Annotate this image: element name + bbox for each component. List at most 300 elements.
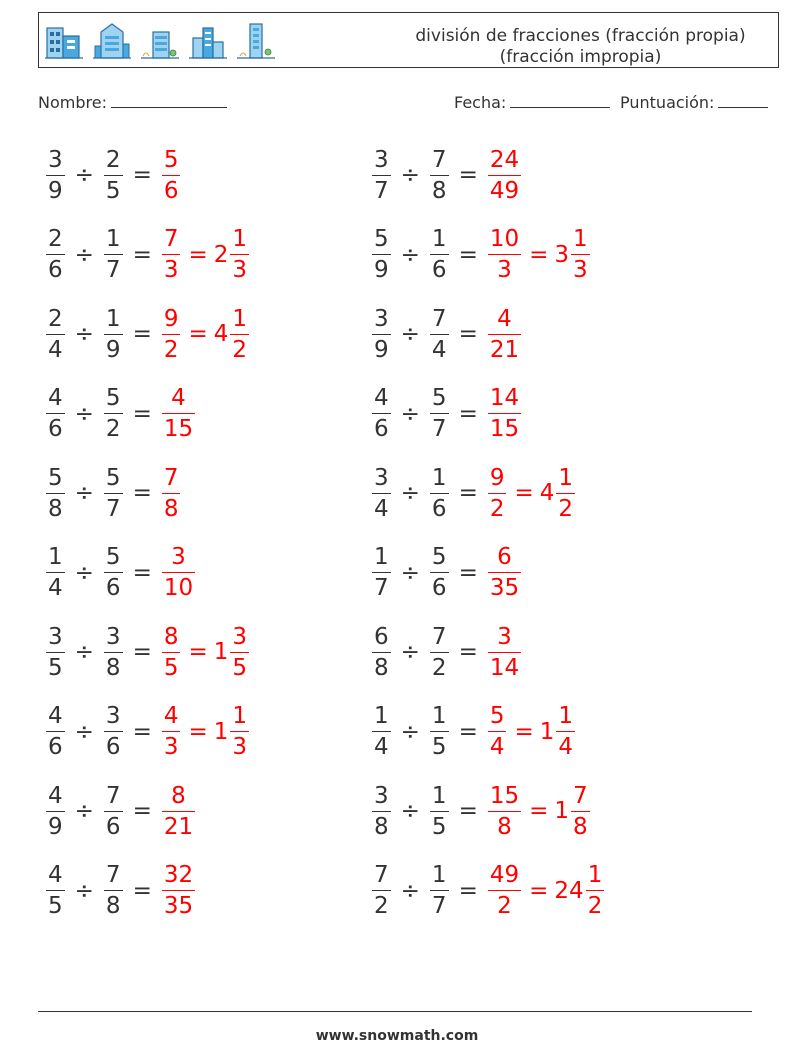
fraction-bar xyxy=(162,175,181,176)
denominator: 21 xyxy=(489,336,520,363)
denominator: 5 xyxy=(105,177,121,204)
fraction-bar xyxy=(46,652,65,653)
office-tower-icon xyxy=(93,20,131,62)
problem-item xyxy=(370,462,577,524)
denominator: 5 xyxy=(48,893,63,919)
fraction xyxy=(372,862,391,919)
equals-sign: = xyxy=(458,559,478,586)
fraction xyxy=(46,783,65,840)
denominator: 7 xyxy=(374,177,389,204)
fraction xyxy=(46,465,65,522)
numerator: 2 xyxy=(105,146,121,173)
fraction xyxy=(104,465,123,522)
denominator: 6 xyxy=(431,257,447,283)
equals-sign: = xyxy=(132,162,152,188)
worksheet-header xyxy=(38,12,779,68)
denominator: 3 xyxy=(163,734,179,760)
denominator: 2 xyxy=(163,336,179,363)
numerator: 1 xyxy=(431,703,447,729)
denominator: 6 xyxy=(48,257,63,283)
fraction xyxy=(162,306,181,363)
problem-item xyxy=(370,542,523,604)
fraction-bar xyxy=(372,652,391,653)
mixed-whole: 1 xyxy=(554,798,570,824)
fraction xyxy=(372,306,391,363)
fraction xyxy=(372,624,391,681)
denominator: 3 xyxy=(232,734,248,760)
denominator: 2 xyxy=(489,495,505,522)
equals-sign: = xyxy=(458,321,478,347)
equals-sign: = xyxy=(132,718,152,745)
problem-item xyxy=(44,860,197,922)
divide-sign: ÷ xyxy=(74,798,94,824)
fraction xyxy=(488,624,521,681)
score-field[interactable] xyxy=(620,93,768,112)
equals-sign: = xyxy=(529,241,549,268)
numerator: 1 xyxy=(431,464,447,491)
fraction-bar xyxy=(372,334,391,335)
fraction-bar xyxy=(46,493,65,494)
numerator: 7 xyxy=(163,226,179,252)
problem-item xyxy=(44,701,251,763)
fraction-bar xyxy=(488,572,521,573)
fraction-bar xyxy=(46,334,65,335)
numerator: 7 xyxy=(105,782,121,809)
numerator: 4 xyxy=(48,782,63,809)
score-blank[interactable] xyxy=(718,94,768,108)
equals-sign: = xyxy=(458,400,478,427)
mixed-fraction xyxy=(571,783,590,840)
numerator: 1 xyxy=(232,226,248,252)
numerator: 6 xyxy=(374,623,389,650)
numerator: 2 xyxy=(48,226,63,252)
answer xyxy=(160,703,251,760)
denominator: 10 xyxy=(163,575,194,601)
numerator: 5 xyxy=(431,544,447,570)
fraction-bar xyxy=(488,334,521,335)
numerator: 24 xyxy=(489,146,520,173)
divide-sign: ÷ xyxy=(400,798,420,824)
fraction xyxy=(162,862,195,919)
fraction-bar xyxy=(430,334,449,335)
numerator: 2 xyxy=(48,305,63,332)
numerator: 3 xyxy=(497,623,512,650)
numerator: 4 xyxy=(497,305,512,332)
denominator: 6 xyxy=(48,416,63,442)
fraction xyxy=(430,703,449,760)
numerator: 5 xyxy=(374,226,389,252)
answer xyxy=(160,226,251,283)
fraction-bar xyxy=(372,254,391,255)
fraction-bar xyxy=(571,254,590,255)
divide-sign: ÷ xyxy=(400,480,420,506)
denominator: 4 xyxy=(558,734,574,760)
divide-sign: ÷ xyxy=(74,162,94,188)
denominator: 7 xyxy=(105,495,121,522)
divide-sign: ÷ xyxy=(400,241,420,268)
denominator: 6 xyxy=(163,177,179,204)
denominator: 35 xyxy=(163,893,194,919)
fraction xyxy=(372,544,391,601)
fraction-bar xyxy=(488,652,521,653)
denominator: 3 xyxy=(163,257,179,283)
fraction xyxy=(430,226,449,283)
denominator: 9 xyxy=(374,336,389,363)
equals-sign: = xyxy=(188,241,208,268)
fraction xyxy=(104,385,123,442)
fraction-bar xyxy=(230,334,249,335)
fraction-bar xyxy=(104,652,123,653)
numerator: 8 xyxy=(163,623,179,650)
fraction-bar xyxy=(430,413,449,414)
divide-sign: ÷ xyxy=(400,718,420,745)
fraction xyxy=(372,385,391,442)
fraction-bar xyxy=(162,890,195,891)
fraction-bar xyxy=(46,413,65,414)
denominator: 6 xyxy=(431,575,447,601)
divide-sign: ÷ xyxy=(400,639,420,665)
fraction-bar xyxy=(104,890,123,891)
fraction-bar xyxy=(104,731,123,732)
fraction-bar xyxy=(46,890,65,891)
numerator: 7 xyxy=(374,862,389,888)
equals-sign: = xyxy=(132,877,152,904)
denominator: 9 xyxy=(374,257,389,283)
numerator: 5 xyxy=(163,146,179,173)
denominator: 4 xyxy=(489,734,505,760)
numerator: 1 xyxy=(105,226,121,252)
fraction xyxy=(104,624,123,681)
mixed-whole: 3 xyxy=(554,241,570,268)
fraction xyxy=(46,703,65,760)
fraction xyxy=(488,544,521,601)
divide-sign: ÷ xyxy=(74,559,94,586)
numerator: 4 xyxy=(171,385,186,411)
problem-item xyxy=(370,303,523,365)
numerator: 1 xyxy=(374,544,389,570)
answer xyxy=(160,783,197,840)
divide-sign: ÷ xyxy=(74,718,94,745)
fraction-bar xyxy=(571,811,590,812)
numerator: 4 xyxy=(374,385,389,411)
denominator: 4 xyxy=(374,734,389,760)
fraction xyxy=(162,703,181,760)
denominator: 7 xyxy=(431,416,447,442)
fraction xyxy=(104,862,123,919)
title-line-2: (fracción impropia) xyxy=(499,47,662,67)
numerator: 1 xyxy=(48,544,63,570)
mixed-whole: 24 xyxy=(554,877,584,904)
denominator: 8 xyxy=(374,654,389,681)
numerator: 1 xyxy=(573,226,588,252)
header-icons xyxy=(45,20,275,62)
fraction xyxy=(162,624,181,681)
answer xyxy=(486,544,523,601)
numerator: 9 xyxy=(489,464,505,491)
equals-sign: = xyxy=(132,241,152,268)
problem-item xyxy=(44,621,251,683)
fraction xyxy=(488,465,507,522)
divide-sign: ÷ xyxy=(74,241,94,268)
fraction xyxy=(46,385,65,442)
equals-sign: = xyxy=(458,639,478,665)
mixed-fraction xyxy=(230,306,249,363)
answer xyxy=(160,862,197,919)
numerator: 7 xyxy=(573,782,588,809)
equals-sign: = xyxy=(529,798,549,824)
fraction xyxy=(46,147,65,204)
numerator: 4 xyxy=(48,703,63,729)
fraction-bar xyxy=(372,493,391,494)
fraction xyxy=(488,306,521,363)
answer xyxy=(486,385,523,442)
denominator: 8 xyxy=(573,813,588,840)
numerator: 3 xyxy=(374,464,389,491)
denominator: 8 xyxy=(105,654,121,681)
problem-item xyxy=(370,144,523,206)
denominator: 6 xyxy=(374,416,389,442)
denominator: 3 xyxy=(573,257,588,283)
problem-item xyxy=(370,383,523,445)
numerator: 5 xyxy=(105,464,121,491)
numerator: 5 xyxy=(105,385,121,411)
fraction xyxy=(430,385,449,442)
denominator: 2 xyxy=(232,336,248,363)
numerator: 7 xyxy=(105,862,121,888)
numerator: 1 xyxy=(232,703,248,729)
tall-tower-icon xyxy=(237,20,275,62)
denominator: 3 xyxy=(497,257,512,283)
mixed-fraction xyxy=(556,465,575,522)
answer xyxy=(160,624,251,681)
fraction xyxy=(104,306,123,363)
numerator: 1 xyxy=(431,226,447,252)
denominator: 6 xyxy=(48,734,63,760)
numerator: 4 xyxy=(48,862,63,888)
numerator: 49 xyxy=(489,862,520,888)
numerator: 7 xyxy=(163,464,179,491)
fraction xyxy=(430,624,449,681)
skyline-icon xyxy=(189,20,227,62)
fraction xyxy=(46,226,65,283)
fraction-bar xyxy=(430,254,449,255)
answer xyxy=(486,147,523,204)
fraction-bar xyxy=(430,652,449,653)
fraction-bar xyxy=(372,731,391,732)
fraction-bar xyxy=(162,811,195,812)
equals-sign: = xyxy=(132,639,152,665)
numerator: 7 xyxy=(431,146,447,173)
fraction xyxy=(46,306,65,363)
worksheet-title xyxy=(389,26,772,68)
divide-sign: ÷ xyxy=(74,877,94,904)
fraction-bar xyxy=(162,413,195,414)
numerator: 3 xyxy=(374,146,389,173)
denominator: 9 xyxy=(48,813,63,840)
mixed-fraction xyxy=(230,624,249,681)
city-building-icon xyxy=(141,20,179,62)
footer-divider xyxy=(38,1011,752,1012)
denominator: 7 xyxy=(105,257,121,283)
equals-sign: = xyxy=(529,877,549,904)
divide-sign: ÷ xyxy=(74,321,94,347)
mixed-whole: 2 xyxy=(213,241,229,268)
fraction-bar xyxy=(104,334,123,335)
denominator: 35 xyxy=(489,575,520,601)
problem-item xyxy=(370,860,606,922)
denominator: 6 xyxy=(105,734,121,760)
date-blank[interactable] xyxy=(510,94,610,108)
denominator: 6 xyxy=(105,813,121,840)
fraction-bar xyxy=(430,731,449,732)
fraction xyxy=(104,703,123,760)
equals-sign: = xyxy=(188,321,208,347)
fraction-bar xyxy=(104,175,123,176)
equals-sign: = xyxy=(132,400,152,427)
equals-sign: = xyxy=(132,798,152,824)
mixed-fraction xyxy=(556,703,575,760)
numerator: 3 xyxy=(374,782,389,809)
denominator: 6 xyxy=(431,495,447,522)
fraction-bar xyxy=(162,334,181,335)
numerator: 32 xyxy=(163,862,194,888)
divide-sign: ÷ xyxy=(400,321,420,347)
numerator: 5 xyxy=(105,544,121,570)
denominator: 5 xyxy=(431,813,447,840)
fraction-bar xyxy=(104,572,123,573)
fraction-bar xyxy=(162,254,181,255)
equals-sign: = xyxy=(132,480,152,506)
fraction-bar xyxy=(104,413,123,414)
fraction xyxy=(104,783,123,840)
denominator: 5 xyxy=(431,734,447,760)
numerator: 5 xyxy=(489,703,505,729)
answer xyxy=(486,703,577,760)
numerator: 3 xyxy=(48,623,63,650)
fraction xyxy=(104,544,123,601)
fraction-bar xyxy=(488,493,507,494)
building-icon xyxy=(45,20,83,62)
fraction-bar xyxy=(162,572,195,573)
fraction xyxy=(488,226,521,283)
name-blank[interactable] xyxy=(111,94,227,108)
denominator: 9 xyxy=(105,336,121,363)
denominator: 2 xyxy=(374,893,389,919)
equals-sign: = xyxy=(458,480,478,506)
divide-sign: ÷ xyxy=(400,559,420,586)
problem-item xyxy=(44,383,197,445)
numerator: 1 xyxy=(232,305,248,332)
divide-sign: ÷ xyxy=(74,400,94,427)
fraction xyxy=(46,544,65,601)
numerator: 3 xyxy=(105,703,121,729)
fraction-bar xyxy=(488,731,507,732)
name-field[interactable] xyxy=(38,93,227,112)
numerator: 4 xyxy=(163,703,179,729)
equals-sign: = xyxy=(132,321,152,347)
answer xyxy=(160,306,251,363)
equals-sign: = xyxy=(132,559,152,586)
numerator: 3 xyxy=(48,146,63,173)
denominator: 3 xyxy=(232,257,248,283)
numerator: 9 xyxy=(163,305,179,332)
problem-item xyxy=(370,621,523,683)
equals-sign: = xyxy=(458,877,478,904)
problem-item xyxy=(44,303,251,365)
fraction xyxy=(372,703,391,760)
fraction-bar xyxy=(46,731,65,732)
fraction xyxy=(488,385,521,442)
mixed-fraction xyxy=(586,862,605,919)
mixed-fraction xyxy=(230,226,249,283)
fraction-bar xyxy=(372,811,391,812)
mixed-fraction xyxy=(230,703,249,760)
date-field[interactable] xyxy=(454,93,610,112)
fraction-bar xyxy=(230,652,249,653)
fraction xyxy=(430,147,449,204)
title-line-1: división de fracciones (fracción propia) xyxy=(415,26,746,46)
equals-sign: = xyxy=(458,162,478,188)
fraction-bar xyxy=(372,890,391,891)
fraction-bar xyxy=(104,493,123,494)
problem-item xyxy=(44,224,251,286)
numerator: 4 xyxy=(48,385,63,411)
equals-sign: = xyxy=(514,480,534,506)
fraction-bar xyxy=(46,572,65,573)
denominator: 4 xyxy=(48,575,63,601)
fraction-bar xyxy=(430,811,449,812)
denominator: 5 xyxy=(232,654,248,681)
numerator: 15 xyxy=(489,782,520,809)
problem-item xyxy=(370,701,577,763)
answer xyxy=(486,465,577,522)
mixed-whole: 1 xyxy=(213,639,229,665)
denominator: 6 xyxy=(105,575,121,601)
fraction-bar xyxy=(162,731,181,732)
fraction xyxy=(104,147,123,204)
fraction-bar xyxy=(430,175,449,176)
fraction xyxy=(46,624,65,681)
score-label: Puntuación: xyxy=(620,93,715,112)
denominator: 2 xyxy=(497,893,512,919)
answer xyxy=(160,147,183,204)
divide-sign: ÷ xyxy=(400,877,420,904)
divide-sign: ÷ xyxy=(400,400,420,427)
fraction-bar xyxy=(430,572,449,573)
fraction-bar xyxy=(430,890,449,891)
numerator: 1 xyxy=(431,782,447,809)
numerator: 5 xyxy=(431,385,447,411)
fraction-bar xyxy=(556,493,575,494)
equals-sign: = xyxy=(458,718,478,745)
answer xyxy=(486,226,592,283)
fraction xyxy=(372,465,391,522)
divide-sign: ÷ xyxy=(74,639,94,665)
denominator: 8 xyxy=(48,495,63,522)
numerator: 5 xyxy=(48,464,63,491)
numerator: 1 xyxy=(431,862,447,888)
equals-sign: = xyxy=(458,798,478,824)
mixed-whole: 1 xyxy=(213,718,229,745)
numerator: 10 xyxy=(489,226,520,252)
denominator: 15 xyxy=(163,416,194,442)
mixed-whole: 1 xyxy=(539,718,555,745)
denominator: 8 xyxy=(163,495,179,522)
fraction-bar xyxy=(104,811,123,812)
fraction-bar xyxy=(162,493,181,494)
numerator: 1 xyxy=(374,703,389,729)
equals-sign: = xyxy=(514,718,534,745)
